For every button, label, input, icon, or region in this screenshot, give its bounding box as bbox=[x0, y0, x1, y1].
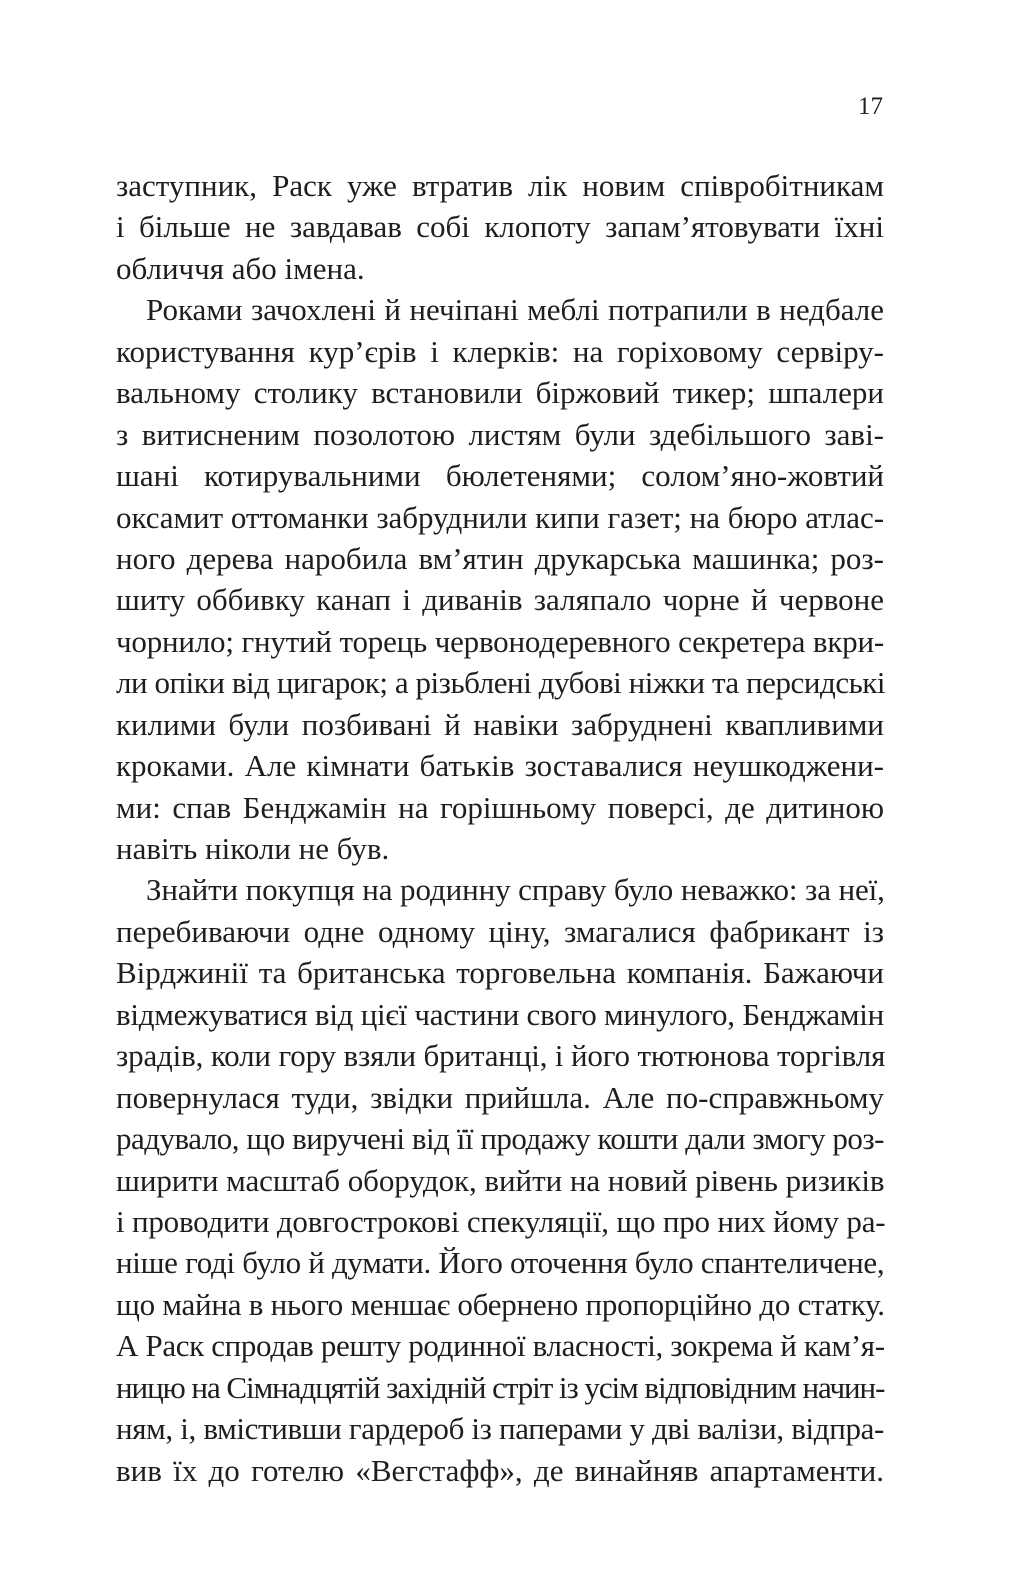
text-line: вальному столику встановили біржовий тикер; шпалери bbox=[116, 375, 884, 411]
text-line: А Раск спродав решту родинної власності, зокрема й кам’я- bbox=[116, 1328, 885, 1364]
body-text bbox=[116, 165, 884, 1491]
text-line: чорнило; гнутий торець червонодеревного секретера вкри- bbox=[116, 623, 884, 659]
text-line: повернулася туди, звідки прийшла. Але по-справжньому bbox=[116, 1079, 884, 1115]
text-line: обличчя або імена. bbox=[116, 250, 365, 286]
page-number: 17 bbox=[858, 93, 883, 120]
text-line: Вірджинії та британська торговельна компанія. Бажаючи bbox=[116, 955, 884, 991]
text-line: навіть ніколи не був. bbox=[116, 831, 390, 866]
text-line: оксамит оттоманки забруднили кипи газет; на бюро атлас- bbox=[116, 499, 884, 535]
text-line: Роками зачохлені й нечіпані меблі потрапили в недбале bbox=[146, 292, 884, 328]
text-line: і більше не завдавав собі клопоту запам’ятовувати їхні bbox=[116, 209, 884, 245]
text-line: шиту оббивку канап і диванів заляпало чорне й червоне bbox=[116, 582, 884, 618]
text-line: ширити масштаб оборудок, вийти на новий рівень ризиків bbox=[116, 1162, 885, 1198]
text-line: і проводити довгострокові спекуляції, що про них йому ра- bbox=[116, 1203, 886, 1239]
text-line: Знайти покупця на родинну справу було неважко: за неї, bbox=[146, 872, 885, 908]
text-line: відмежуватися від цієї частини свого минулого, Бенджамін bbox=[116, 996, 884, 1032]
text-line: кроками. Але кімнати батьків зоставалися неушкоджени- bbox=[116, 748, 884, 784]
text-line: вив їх до готелю «Вегстафф», де винайняв апартаменти. bbox=[116, 1452, 884, 1488]
text-line: перебиваючи одне одному ціну, змагалися фабрикант із bbox=[116, 913, 884, 949]
text-line: ного дерева наробила вм’ятин друкарська машинка; роз- bbox=[116, 540, 884, 576]
text-line: ми: спав Бенджамін на горішньому поверсі, де дитиною bbox=[116, 789, 884, 825]
text-line: з витисненим позолотою листям були здебільшого зaві- bbox=[116, 416, 884, 452]
paragraph-3 bbox=[116, 869, 884, 1491]
text-line: заступник, Раск уже втратив лік новим співробітникам bbox=[116, 168, 884, 203]
paragraph-1 bbox=[116, 165, 884, 289]
text-line: користування кур’єрів і клерків: на горіховому сервіру- bbox=[116, 333, 884, 369]
text-line: радувало, що виручені від її продажу кошти дали змогу роз- bbox=[116, 1121, 884, 1157]
text-line: ницю на Сімнадцятій західній стріт із усім відповідним начин- bbox=[116, 1369, 885, 1405]
text-line: шані котирувальними бюлетенями; солом’яно-жовтий bbox=[116, 458, 884, 494]
text-line: ням, і, вмістивши гардероб із паперами у дві валізи, відпра- bbox=[116, 1411, 884, 1447]
text-line: ли опіки від цигарок; а різьблені дубові ніжки та перcидські bbox=[116, 665, 886, 701]
text-line: ніше годі було й думати. Його оточення було спантеличене, bbox=[116, 1245, 885, 1281]
text-line: зрадів, коли гору взяли британці, і його тютюнова торгівля bbox=[116, 1038, 886, 1074]
text-line: килими були позбивані й навіки забруднені квапливими bbox=[116, 706, 884, 742]
paragraph-2 bbox=[116, 289, 884, 869]
text-line: що майна в нього меншає обернено пропорційно до статку. bbox=[116, 1286, 885, 1322]
